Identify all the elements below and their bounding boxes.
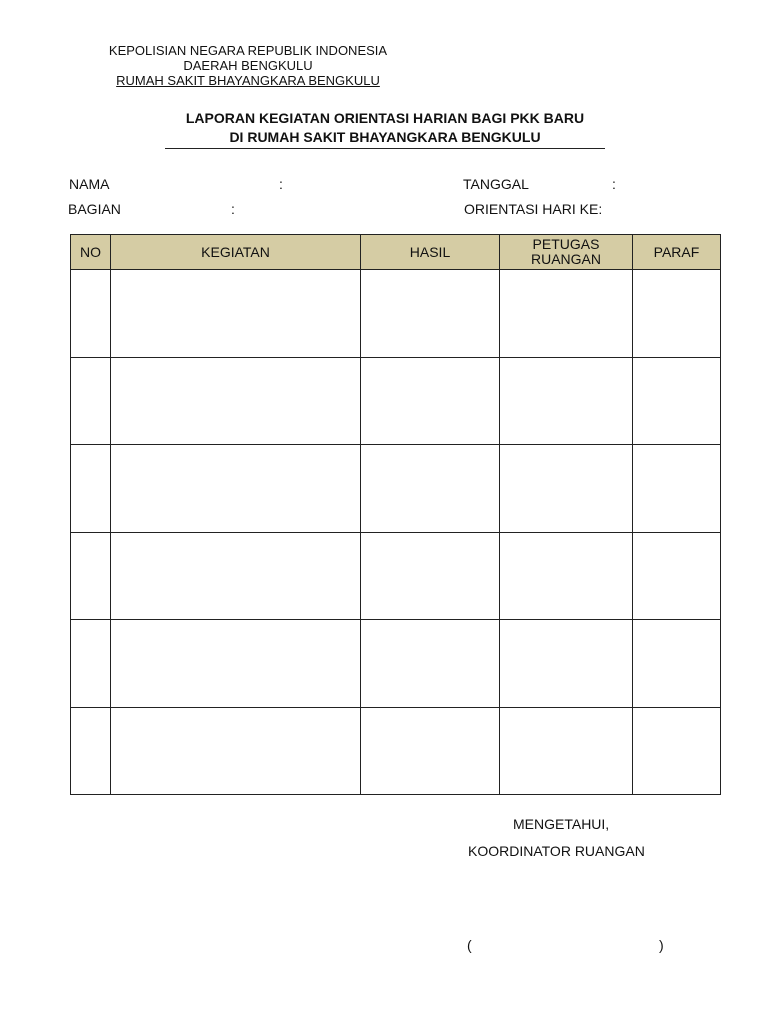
- cell-paraf[interactable]: [633, 357, 721, 445]
- letterhead-line-2: DAERAH BENGKULU: [183, 58, 313, 73]
- cell-no[interactable]: [71, 270, 111, 358]
- cell-no[interactable]: [71, 620, 111, 708]
- table-header-row: [71, 235, 721, 270]
- table-row: [71, 445, 721, 533]
- cell-petugas[interactable]: [500, 707, 633, 795]
- cell-no[interactable]: [71, 445, 111, 533]
- bagian-label: BAGIAN: [68, 201, 121, 217]
- letterhead-line-1: KEPOLISIAN NEGARA REPUBLIK INDONESIA: [108, 43, 388, 58]
- cell-hasil[interactable]: [361, 357, 500, 445]
- orientasi-hari-label: ORIENTASI HARI KE:: [464, 201, 603, 217]
- mengetahui-label: MENGETAHUI,: [513, 816, 610, 832]
- cell-petugas[interactable]: [500, 532, 633, 620]
- tanggal-label: TANGGAL: [463, 176, 529, 192]
- cell-paraf[interactable]: [633, 707, 721, 795]
- signature-close-paren: ): [659, 937, 664, 953]
- cell-petugas[interactable]: [500, 620, 633, 708]
- signature-open-paren: (: [467, 937, 472, 953]
- column-header-kegiatan: KEGIATAN: [111, 235, 361, 270]
- koordinator-ruangan-label: KOORDINATOR RUANGAN: [468, 843, 645, 859]
- cell-hasil[interactable]: [361, 620, 500, 708]
- table-row: [71, 707, 721, 795]
- activity-table: [70, 234, 721, 795]
- cell-paraf[interactable]: [633, 270, 721, 358]
- column-header-hasil: HASIL: [361, 235, 500, 270]
- nama-colon: :: [279, 176, 283, 192]
- table-row: [71, 270, 721, 358]
- cell-hasil[interactable]: [361, 445, 500, 533]
- column-header-paraf: PARAF: [633, 235, 721, 270]
- document-title-line-2: DI RUMAH SAKIT BHAYANGKARA BENGKULU: [229, 129, 541, 145]
- cell-kegiatan[interactable]: [111, 707, 361, 795]
- tanggal-colon: :: [612, 176, 616, 192]
- document-title-line-1: LAPORAN KEGIATAN ORIENTASI HARIAN BAGI PKK BARU: [185, 110, 585, 126]
- petugas-line-1: PETUGAS: [532, 236, 600, 252]
- column-header-petugas-ruangan: [500, 235, 633, 270]
- nama-label: NAMA: [69, 176, 110, 192]
- cell-hasil[interactable]: [361, 532, 500, 620]
- cell-kegiatan[interactable]: [111, 532, 361, 620]
- cell-hasil[interactable]: [361, 707, 500, 795]
- column-header-no: NO: [71, 235, 111, 270]
- letterhead-line-3: RUMAH SAKIT BHAYANGKARA BENGKULU: [116, 73, 380, 88]
- cell-kegiatan[interactable]: [111, 357, 361, 445]
- cell-kegiatan[interactable]: [111, 620, 361, 708]
- cell-petugas[interactable]: [500, 357, 633, 445]
- table-row: [71, 620, 721, 708]
- table-row: [71, 357, 721, 445]
- cell-paraf[interactable]: [633, 532, 721, 620]
- cell-no[interactable]: [71, 532, 111, 620]
- cell-no[interactable]: [71, 357, 111, 445]
- title-underline: [165, 148, 605, 149]
- petugas-line-2: RUANGAN: [530, 251, 601, 267]
- cell-kegiatan[interactable]: [111, 445, 361, 533]
- cell-petugas[interactable]: [500, 445, 633, 533]
- cell-kegiatan[interactable]: [111, 270, 361, 358]
- cell-hasil[interactable]: [361, 270, 500, 358]
- bagian-colon: :: [231, 201, 235, 217]
- cell-paraf[interactable]: [633, 445, 721, 533]
- cell-petugas[interactable]: [500, 270, 633, 358]
- cell-no[interactable]: [71, 707, 111, 795]
- table-row: [71, 532, 721, 620]
- cell-paraf[interactable]: [633, 620, 721, 708]
